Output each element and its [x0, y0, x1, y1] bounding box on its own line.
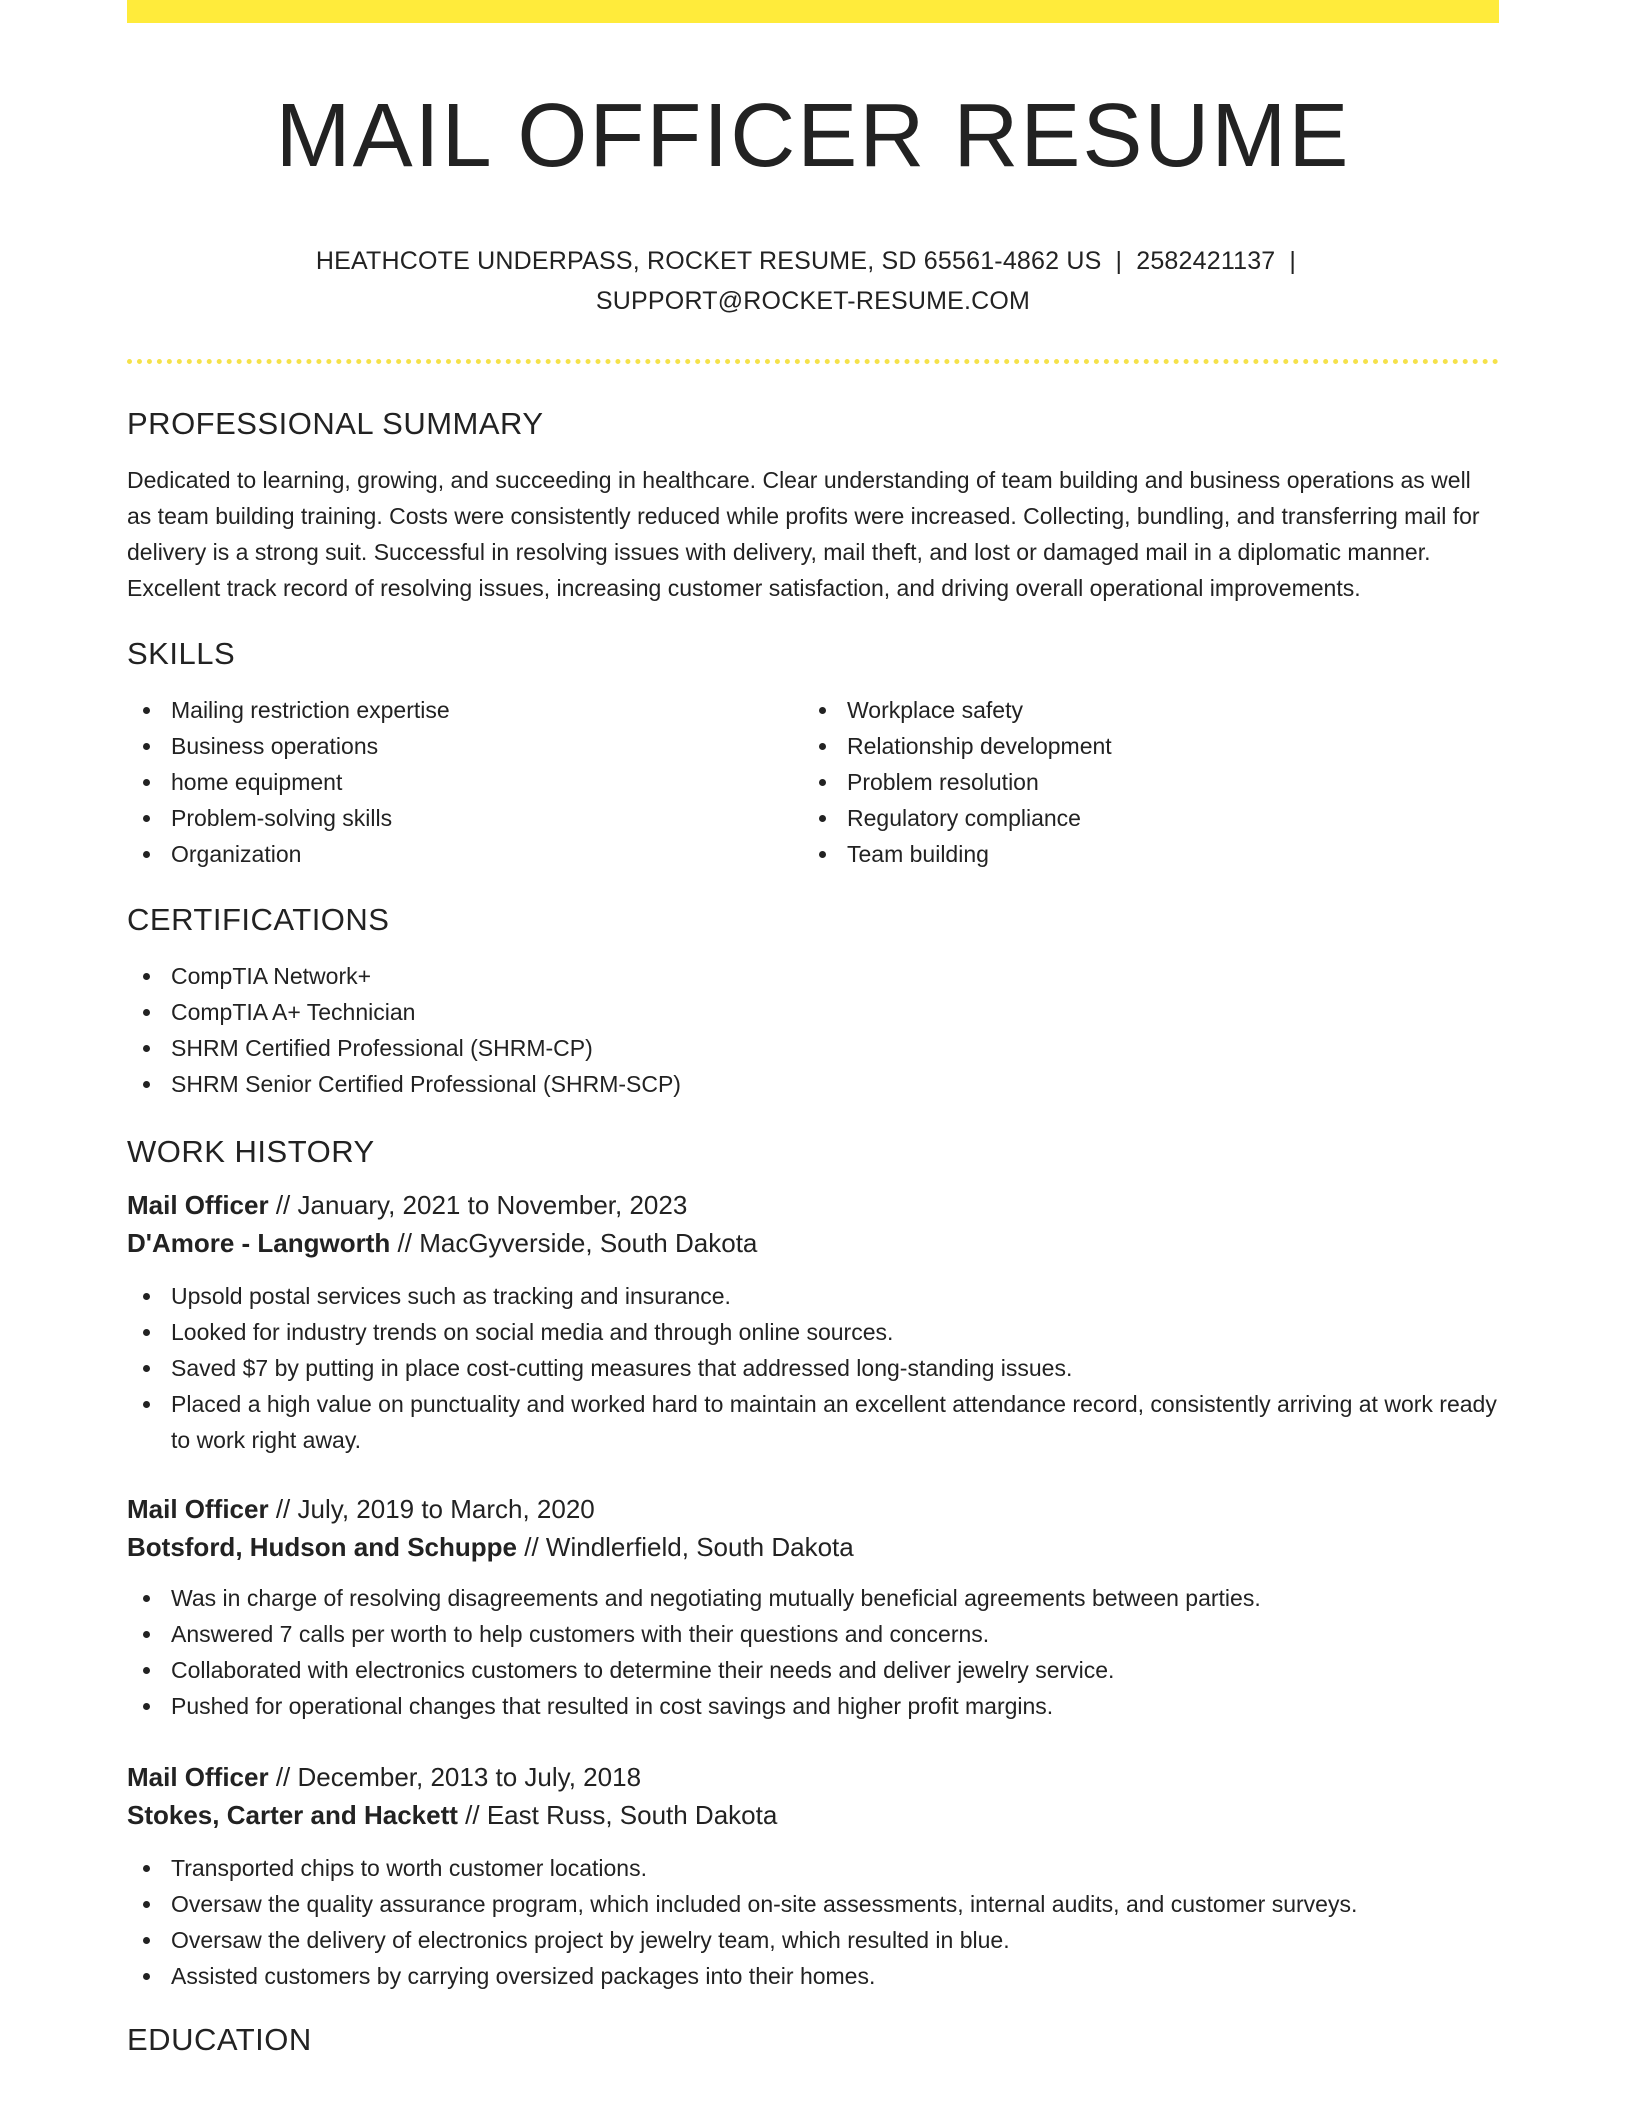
job-title: Mail Officer: [127, 1493, 269, 1524]
certification-label: SHRM Senior Certified Professional (SHRM-SCP): [171, 1070, 681, 1097]
skills-list-left: [127, 692, 803, 872]
job-title: Mail Officer: [127, 1189, 269, 1220]
list-item: [127, 800, 803, 836]
job-location: Windlerfield, South Dakota: [545, 1531, 854, 1562]
list-item: [127, 692, 803, 728]
resume-title: MAIL OFFICER RESUME: [275, 86, 1351, 186]
list-item: [127, 1314, 1499, 1350]
job-company-line: [127, 1796, 1499, 1834]
list-item: [127, 1922, 1499, 1958]
job-delimiter: //: [275, 1189, 291, 1220]
job-entry: [127, 1186, 1499, 1458]
skill-label: Problem-solving skills: [171, 804, 393, 831]
skills-section: [127, 636, 1499, 872]
list-item: [127, 836, 803, 872]
list-item: [127, 764, 803, 800]
job-bullets: [127, 1580, 1499, 1724]
list-item: [803, 728, 1479, 764]
job-company: D'Amore - Langworth: [127, 1227, 391, 1258]
skill-label: home equipment: [171, 768, 343, 795]
bullet-icon: [819, 815, 826, 822]
job-location: East Russ, South Dakota: [486, 1799, 778, 1830]
bullet-icon: [143, 1667, 150, 1674]
list-item: [803, 800, 1479, 836]
list-item: [803, 836, 1479, 872]
job-company-line: [127, 1528, 1499, 1566]
bullet-icon: [143, 973, 150, 980]
bullet-icon: [143, 1865, 150, 1872]
bullet-icon: [143, 1595, 150, 1602]
bullet-icon: [143, 707, 150, 714]
header-divider: [127, 359, 1499, 364]
certifications-section: [127, 902, 1499, 1102]
list-item: [127, 1886, 1499, 1922]
job-delimiter: //: [465, 1799, 480, 1830]
list-item: [803, 764, 1479, 800]
job-title: Mail Officer: [127, 1761, 269, 1792]
certification-label: SHRM Certified Professional (SHRM-CP): [171, 1034, 593, 1061]
job-delimiter: //: [275, 1493, 291, 1524]
job-title-line: [127, 1758, 1499, 1796]
contact-email: SUPPORT@ROCKET-RESUME.COM: [595, 286, 1031, 315]
bullet-icon: [143, 1703, 150, 1710]
list-item: [127, 1850, 1499, 1886]
job-location: MacGyverside, South Dakota: [419, 1227, 758, 1258]
bullet-icon: [819, 707, 826, 714]
job-bullet-text: Answered 7 calls per worth to help customers with their questions and concerns.: [171, 1620, 990, 1647]
job-bullet-text: Oversaw the delivery of electronics project by jewelry team, which resulted in blue.: [171, 1926, 1010, 1953]
job-entry: [127, 1758, 1499, 1994]
list-item: [127, 1688, 1499, 1724]
job-title-line: [127, 1490, 1499, 1528]
job-company-line: [127, 1224, 1499, 1262]
job-bullet-text: Placed a high value on punctuality and worked hard to maintain an excellent attendance record, consistently arriving at work ready to work right away.: [171, 1390, 1497, 1453]
resume-document: [127, 0, 1499, 2058]
education-section: [127, 2022, 1499, 2058]
job-bullet-text: Was in charge of resolving disagreements and negotiating mutually beneficial agreements between parties.: [171, 1584, 1261, 1611]
list-item: [127, 1350, 1499, 1386]
bullet-icon: [143, 1045, 150, 1052]
bullet-icon: [819, 743, 826, 750]
bullet-icon: [143, 1401, 150, 1408]
list-item: [127, 1616, 1499, 1652]
skill-label: Regulatory compliance: [847, 804, 1081, 831]
skills-list-right: [803, 692, 1479, 872]
bullet-icon: [143, 1293, 150, 1300]
list-item: [127, 1278, 1499, 1314]
list-item: [127, 1066, 1499, 1102]
job-bullet-text: Transported chips to worth customer locations.: [171, 1854, 647, 1881]
list-item: [127, 728, 803, 764]
bullet-icon: [143, 1009, 150, 1016]
skill-label: Relationship development: [847, 732, 1112, 759]
top-accent-bar: [127, 0, 1499, 23]
section-heading-summary: PROFESSIONAL SUMMARY: [127, 405, 544, 441]
skill-label: Mailing restriction expertise: [171, 696, 450, 723]
job-bullets: [127, 1278, 1499, 1458]
list-item: [127, 1030, 1499, 1066]
bullet-icon: [143, 851, 150, 858]
contact-address: HEATHCOTE UNDERPASS, ROCKET RESUME, SD 65561-4862 US: [315, 246, 1102, 275]
job-bullets: [127, 1850, 1499, 1994]
certifications-list: [127, 958, 1499, 1102]
skills-grid: [127, 692, 1499, 872]
list-item: [127, 1580, 1499, 1616]
job-dates: January, 2021 to November, 2023: [297, 1189, 688, 1220]
bullet-icon: [143, 1973, 150, 1980]
bullet-icon: [143, 815, 150, 822]
skill-label: Business operations: [171, 732, 379, 759]
list-item: [803, 692, 1479, 728]
job-bullet-text: Pushed for operational changes that resulted in cost savings and higher profit margins.: [171, 1692, 1054, 1719]
job-dates: July, 2019 to March, 2020: [297, 1493, 595, 1524]
list-item: [127, 994, 1499, 1030]
skill-label: Workplace safety: [847, 696, 1023, 723]
job-bullet-text: Collaborated with electronics customers to determine their needs and deliver jewelry service.: [171, 1656, 1115, 1683]
job-bullet-text: Looked for industry trends on social media and through online sources.: [171, 1318, 894, 1345]
job-bullet-text: Assisted customers by carrying oversized packages into their homes.: [171, 1962, 876, 1989]
certification-label: CompTIA Network+: [171, 962, 372, 989]
summary-text: Dedicated to learning, growing, and succeeding in healthcare. Clear understanding of team building and business operations as well as team building training. Costs were consistently reduced while profits were increased. Collecting, bundling, and transferring mail for delivery is a strong suit. Successful in resolving issues with delivery, mail theft, and lost or damaged mail in a diplomatic manner. Excellent track record of resolving issues, increasing customer satisfaction, and driving overall operational improvements.: [127, 466, 1480, 601]
section-heading-skills: SKILLS: [127, 635, 236, 671]
job-delimiter: //: [275, 1761, 291, 1792]
contact-phone: 2582421137: [1136, 246, 1276, 275]
contact-separator: |: [1115, 246, 1123, 275]
bullet-icon: [143, 779, 150, 786]
job-delimiter: //: [397, 1227, 412, 1258]
job-company: Stokes, Carter and Hackett: [127, 1799, 458, 1830]
contact-info: [127, 241, 1499, 321]
job-delimiter: //: [524, 1531, 539, 1562]
bullet-icon: [143, 1937, 150, 1944]
section-heading-certifications: CERTIFICATIONS: [127, 901, 390, 937]
bullet-icon: [143, 1901, 150, 1908]
bullet-icon: [143, 1631, 150, 1638]
section-heading-work-history: WORK HISTORY: [127, 1133, 375, 1169]
job-entry: [127, 1490, 1499, 1724]
bullet-icon: [819, 779, 826, 786]
list-item: [127, 1958, 1499, 1994]
bullet-icon: [143, 1365, 150, 1372]
bullet-icon: [143, 1329, 150, 1336]
skill-label: Organization: [171, 840, 302, 867]
bullet-icon: [143, 743, 150, 750]
list-item: [127, 1386, 1499, 1458]
work-history-section: [127, 1134, 1499, 1994]
skill-label: Problem resolution: [847, 768, 1039, 795]
list-item: [127, 1652, 1499, 1688]
list-item: [127, 958, 1499, 994]
job-dates: December, 2013 to July, 2018: [297, 1761, 642, 1792]
job-bullet-text: Saved $7 by putting in place cost-cutting measures that addressed long-standing issues.: [171, 1354, 1073, 1381]
job-title-line: [127, 1186, 1499, 1224]
contact-separator: |: [1289, 246, 1297, 275]
job-company: Botsford, Hudson and Schuppe: [127, 1531, 517, 1562]
job-bullet-text: Oversaw the quality assurance program, which included on-site assessments, internal audits, and customer surveys.: [171, 1890, 1358, 1917]
bullet-icon: [819, 851, 826, 858]
job-bullet-text: Upsold postal services such as tracking and insurance.: [171, 1282, 731, 1309]
section-heading-education: EDUCATION: [127, 2021, 312, 2057]
skill-label: Team building: [847, 840, 989, 867]
certification-label: CompTIA A+ Technician: [171, 998, 416, 1025]
summary-section: [127, 406, 1499, 606]
bullet-icon: [143, 1081, 150, 1088]
